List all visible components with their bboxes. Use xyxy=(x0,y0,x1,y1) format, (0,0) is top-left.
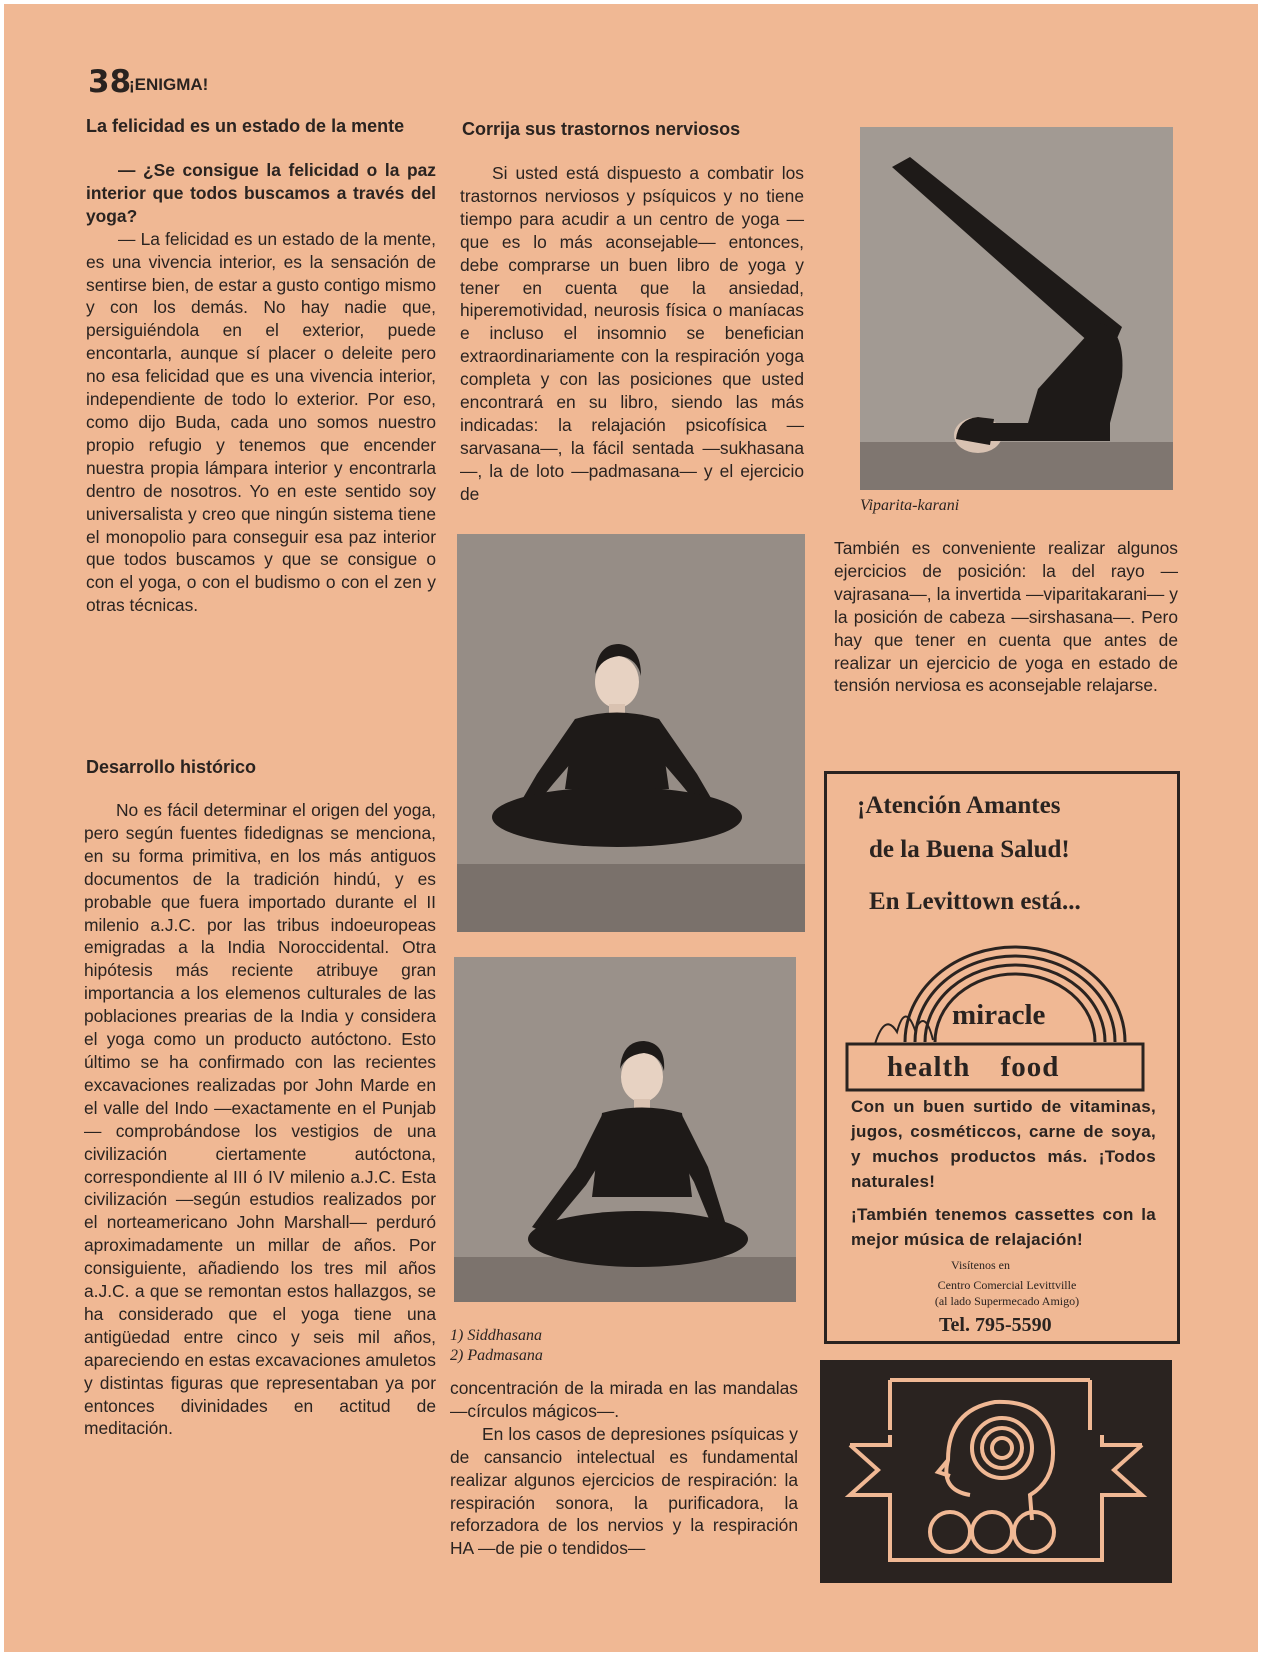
ad-visit-label: Visítenos en xyxy=(951,1258,1010,1272)
viparita-karani-pose-illustration xyxy=(860,127,1173,490)
magazine-page xyxy=(4,4,1258,1652)
photo-siddhasana xyxy=(457,534,805,932)
logo-text-health-food: health food xyxy=(887,1051,1060,1083)
ad-address-line-1: Centro Comercial Levittville xyxy=(937,1278,1077,1292)
siddhasana-pose-illustration xyxy=(457,534,805,932)
article-section-desarrollo xyxy=(84,799,436,1440)
logo-text-miracle: miracle xyxy=(952,999,1046,1031)
article-section-continuacion xyxy=(450,1377,798,1560)
ad-products-text: Con un buen surtido de vitaminas, jugos, cosméticcos, carne de soya, y muchos productos más. ¡Todos naturales! xyxy=(851,1097,1156,1191)
caption-viparita-karani: Viparita-karani xyxy=(860,497,960,514)
ad-telephone: Tel. 795-5590 xyxy=(939,1314,1052,1336)
heading-felicidad: La felicidad es un estado de la mente xyxy=(86,116,405,136)
paragraph-posiciones: También es conveniente realizar algunos ejercicios de posición: la del rayo —vajrasana—, la invertida —viparitakarani— y la posición de cabeza —sirshasana—. Pero hay que tener en cuenta que antes de realizar un ejercicio de yoga en estado de tensión nerviosa es aconsejable relajarse. xyxy=(834,538,1178,696)
padmasana-pose-illustration xyxy=(454,957,796,1302)
article-section-felicidad xyxy=(86,159,436,617)
article-section-trastornos xyxy=(460,162,804,506)
ad-music-text: ¡También tenemos cassettes con la mejor música de relajación! xyxy=(851,1205,1156,1249)
ad-headline-3: En Levittown está... xyxy=(869,888,1081,915)
interview-question: — ¿Se consigue la felicidad o la paz interior que todos buscamos a través del yoga? xyxy=(86,160,436,226)
caption-siddhasana: 1) Siddhasana xyxy=(450,1327,542,1344)
article-section-posiciones xyxy=(834,537,1178,697)
ad-address-line-2: (al lado Supermecado Amigo) xyxy=(934,1294,1080,1308)
spiral-head-emblem-icon xyxy=(820,1360,1172,1583)
magazine-name: ¡ENIGMA! xyxy=(129,75,209,94)
ad-headline-2: de la Buena Salud! xyxy=(869,836,1070,863)
paragraph-trastornos: Si usted está dispuesto a combatir los trastornos nerviosos y psíquicos y no tiene tiempo para acudir a un centro de yoga —que es lo más aconsejable— entonces, debe comprarse un buen libro de yoga y tener en cuenta que la ansiedad, hiperemotividad, neurosis física o maníacas e incluso el insomnio se benefician extraordinariamente con la respiración yoga completa y con las posiciones que usted encontrará en su libro, siendo las más indicadas: la relajación psicofísica —sarvasana—, la fácil sentada —sukhasana—, la de loto —padmasana— y el ejercicio de xyxy=(460,163,804,504)
photo-padmasana xyxy=(454,957,796,1302)
paragraph-depresiones: En los casos de depresiones psíquicas y de cansancio intelectual es fundamental realizar algunos ejercicios de respiración: la respiración sonora, la purificadora, la reforzadora de los nervios y la respiración HA —de pie o tendidos— xyxy=(450,1423,798,1559)
photo-captions xyxy=(450,1326,543,1366)
ad-address xyxy=(887,1277,1127,1309)
photo-viparita-karani xyxy=(860,127,1173,490)
paragraph-desarrollo: No es fácil determinar el origen del yoga, pero según fuentes fidedignas se menciona, en su forma primitiva, en los más antiguos documentos de la tradición hindú, y es probable que fuera importado durante el II milenio a.J.C. por las tribus indoeuropeas emigradas a la India Noroccidental. Otra hipótesis más reciente atribuye gran importancia a los elemenos culturales de las poblaciones prearias de la India y considera el yoga como un producto autóctono. Esto último se ha confirmado con las recientes excavaciones realizadas por John Marde en el valle del Indo —exactamente en el Punjab— comprobándose los vestigios de una civilización ciertamente autóctona, correspondiente al III ó IV milenio a.J.C. Esta civilización —según estudios realizados por el norteamericano John Marshall— perduró aproximadamente un millar de años. Por consiguiente, añadiendo los tres mil años a.J.C. a que se remontan estos hallazgos, se ha considerado que el yoga tiene una antigüedad entre cinco y seis mil años, apareciendo en estas excavaciones amuletos y distintas figuras que representaban ya por entonces divinidades en actitud de meditación. xyxy=(84,800,436,1439)
ad-headline-1: ¡Atención Amantes xyxy=(857,792,1061,819)
heading-desarrollo: Desarrollo histórico xyxy=(86,757,257,777)
caption-padmasana: 2) Padmasana xyxy=(450,1347,543,1364)
paragraph-concentracion: concentración de la mirada en las mandalas —círculos mágicos—. xyxy=(450,1378,798,1421)
interview-answer: — La felicidad es un estado de la mente, es una vivencia interior, es la sensación de sentirse bien, de estar a gusto contigo mismo y con los demás. No hay nadie que, persiguiéndola en el exterior, puede encontarla, aunque sí placer o deleite pero no esa felicidad que es una vivencia interior, independiente de todo lo exterior. Por eso, como dijo Buda, cada uno somos nuestro propio refugio y tenemos que encender nuestra propia lámpara interior y encontrarla dentro de nosotros. Yo en este sentido soy universalista y creo que ningún sistema tiene el monopolio para conseguir esa paz interior que todos buscamos y que se consigue o con el yoga, o con el budismo o con el zen y otras técnicas. xyxy=(86,228,436,616)
heading-trastornos: Corrija sus trastornos nerviosos xyxy=(462,119,741,139)
page-number: 38 xyxy=(88,64,132,100)
advertisement-mind-graphic xyxy=(820,1360,1172,1583)
advertisement-miracle-health-food xyxy=(824,771,1180,1344)
